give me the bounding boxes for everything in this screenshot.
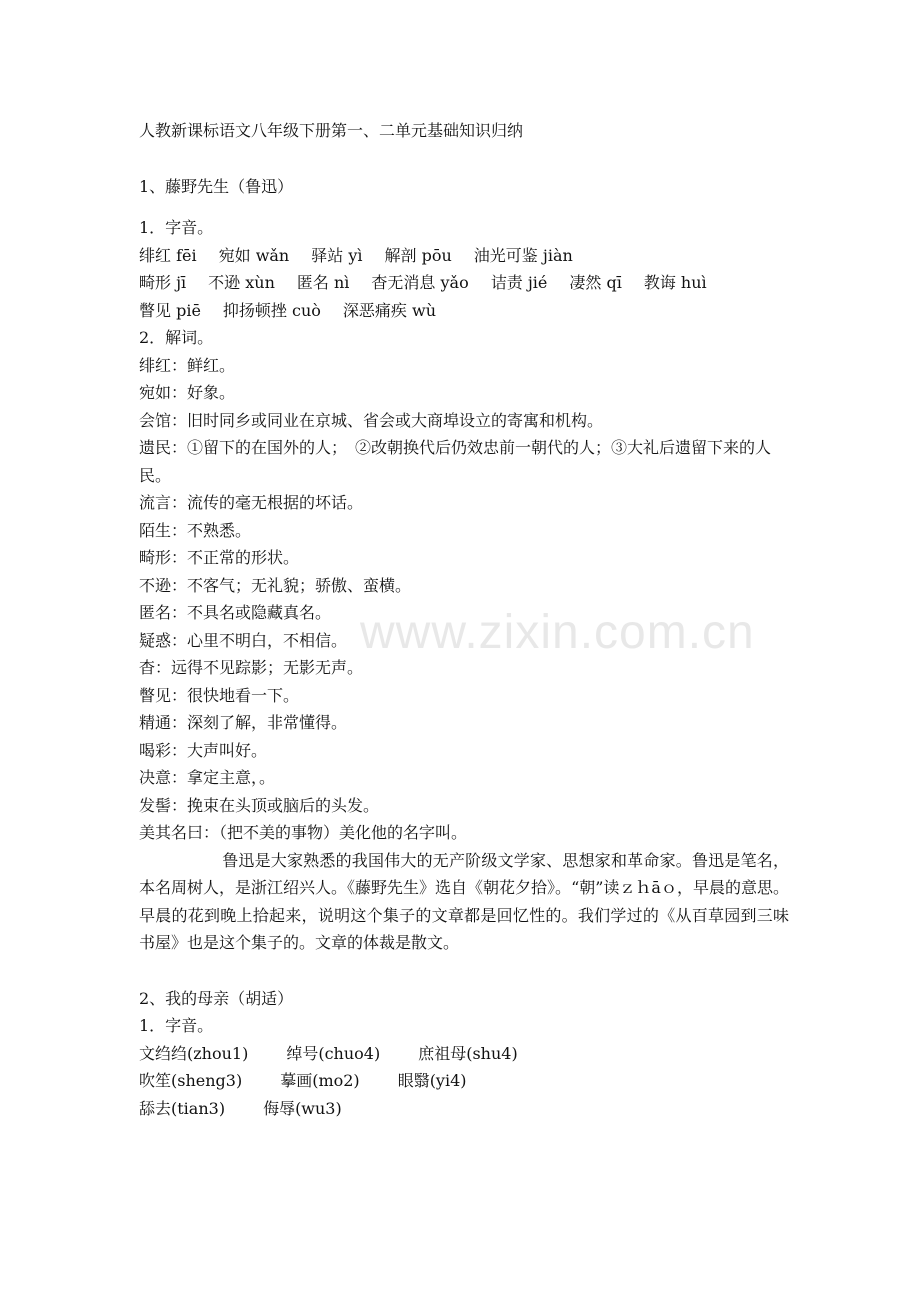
pinyin-item: 绯红 fēi xyxy=(139,245,197,265)
document-body xyxy=(139,117,789,1122)
definition-line: 不逊：不客气；无礼貌；骄傲、蛮横。 xyxy=(139,575,412,595)
pinyin-item: 吹笙(sheng3) xyxy=(139,1071,243,1090)
pronunciation-line xyxy=(139,242,789,270)
pinyin-item: 文绉绉(zhou1) xyxy=(139,1043,249,1063)
pinyin-item: 庶祖母(shu4) xyxy=(418,1043,518,1063)
pinyin-item: 绰号(chuo4) xyxy=(286,1043,381,1063)
definition-line: 宛如：好象。 xyxy=(139,383,236,402)
pinyin-item: 不逊 xùn xyxy=(208,273,275,292)
pronunciation-heading: 1．字音。 xyxy=(139,218,214,237)
pinyin-item: 解剖 pōu xyxy=(384,245,452,265)
definition-heading: 2．解词。 xyxy=(139,328,214,347)
pronunciation-line xyxy=(139,1067,789,1095)
definition-line: 遗民：①留下的在国外的人； ②改朝换代后仍效忠前一朝代的人；③大礼后遗留下来的人民。 xyxy=(139,438,772,485)
definition-line: 流言：流传的毫无根据的坏话。 xyxy=(139,493,364,512)
definition-line: 发髻：挽束在头顶或脑后的头发。 xyxy=(139,795,380,815)
definition-line: 会馆：旧时同乡或同业在京城、省会或大商埠设立的寄寓和机构。 xyxy=(139,410,604,430)
pinyin-item: 侮辱(wu3) xyxy=(263,1098,342,1118)
document-title: 人教新课标语文八年级下册第一、二单元基础知识归纳 xyxy=(139,121,524,140)
definition-line: 美其名曰：（把不美的事物）美化他的名字叫。 xyxy=(139,823,468,842)
pronunciation-line xyxy=(139,269,789,297)
pinyin-item: 深恶痛疾 wù xyxy=(342,300,437,320)
pinyin-item: 教诲 huì xyxy=(643,273,707,292)
pinyin-item: 眼翳(yi4) xyxy=(397,1071,467,1090)
pinyin-item: 舔去(tian3) xyxy=(139,1098,226,1118)
pinyin-item: 匿名 nì xyxy=(296,273,350,292)
author-paragraph: 鲁迅是大家熟悉的我国伟大的无产阶级文学家、思想家和革命家。鲁迅是笔名，本名周树人，是浙江绍兴人。《藤野先生》选自《朝花夕拾》。“朝”读ｚｈāｏ，早晨的意思。早晨的花到晚上拾起来，说明这个集子的文章都是回忆性的。我们学过的《从百草园到三味书屋》也是这个集子的。文章的体裁是散文。 xyxy=(139,850,789,952)
pinyin-item: 油光可鉴 jiàn xyxy=(473,245,573,265)
pronunciation-line xyxy=(139,1040,789,1068)
pinyin-item: 驿站 yì xyxy=(311,245,363,265)
watermark: www.zixin.com.cn xyxy=(360,606,755,659)
pinyin-item: 宛如 wǎn xyxy=(218,245,290,265)
definition-line: 陌生：不熟悉。 xyxy=(139,520,252,540)
pronunciation-heading: 1．字音。 xyxy=(139,1016,214,1035)
pinyin-item: 摹画(mo2) xyxy=(280,1071,360,1090)
definition-line: 瞥见：很快地看一下。 xyxy=(139,685,300,705)
section-1-heading: 1、藤野先生（鲁迅） xyxy=(139,176,294,196)
definition-line: 绯红：鲜红。 xyxy=(139,355,236,375)
definition-line: 畸形：不正常的形状。 xyxy=(139,548,300,567)
pinyin-item: 凄然 qī xyxy=(569,273,622,292)
section-2-heading: 2、我的母亲（胡适） xyxy=(139,988,294,1008)
definition-line: 精通：深刻了解，非常懂得。 xyxy=(139,713,348,732)
definition-line: 匿名：不具名或隐藏真名。 xyxy=(139,603,332,622)
pinyin-item: 抑扬顿挫 cuò xyxy=(222,300,321,320)
pronunciation-line xyxy=(139,1095,789,1123)
definition-line: 杳：远得不见踪影；无影无声。 xyxy=(139,658,364,677)
pinyin-item: 畸形 jī xyxy=(139,273,187,292)
definition-line: 决意：拿定主意，。 xyxy=(139,768,276,787)
pinyin-item: 瞥见 piē xyxy=(139,300,201,320)
pronunciation-line xyxy=(139,297,789,325)
pinyin-item: 诘责 jié xyxy=(490,273,548,292)
definition-line: 喝彩：大声叫好。 xyxy=(139,740,268,760)
definition-line: 疑惑：心里不明白，不相信。 xyxy=(139,630,348,650)
pinyin-item: 杳无消息 yǎo xyxy=(371,273,469,292)
